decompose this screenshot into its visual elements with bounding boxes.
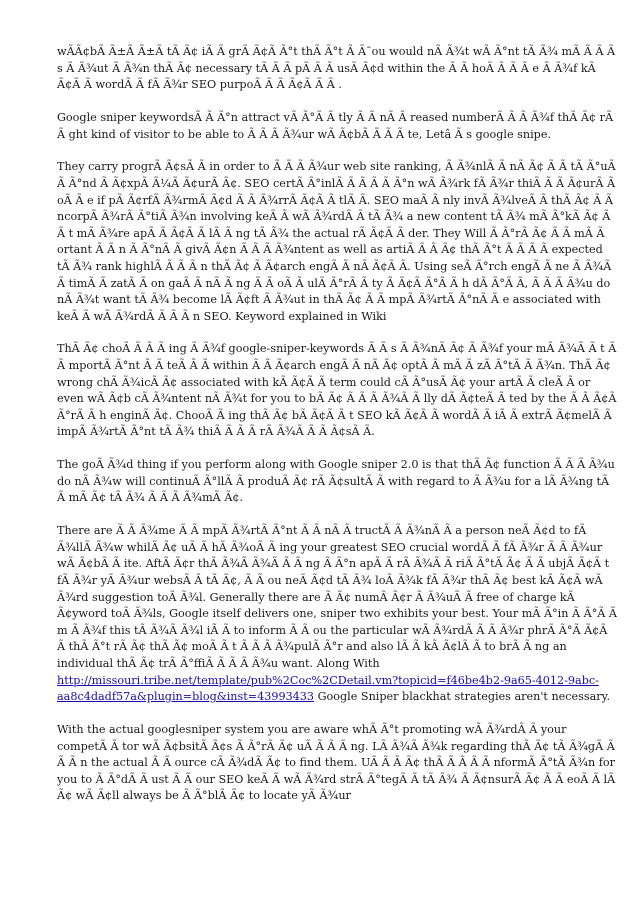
paragraph-keywords: Google sniper keywordsÃ Ã Ã°n attract vÃ Ã°Ã Ã tly Ã Ã nÃ Ã reased numberÃ Ã Ã Ã¾f thÃ Ã¢ rÃ Ã ght kind of visitor to be able to Ã Ã Ã Ã¾ur wÃ Ã¢bÃ Ã Ã Ã te, Letâ Ã s google snipe. [57, 110, 614, 141]
paragraph-system: With the actual googlesniper system you are aware whÃ Ã°t promoting wÃ Ã¾rdÃ Ã your competÃ Ã tor wÃ Ã¢bsitÃ Ã¢s Ã Ã°rÃ Ã¢ uÃ Ã Ã Ã ng. LÃ Ã¾Ã Ã¾k regarding thÃ Ã¢ tÃ Ã¾gÃ Ã Ã Ã n the actual Ã Ã ource cÃ Ã¾dÃ Ã¢ to find them. UÃ Ã Ã Ã¢ thÃ Ã Ã Ã Ã nformÃ Ã°tÃ Ã¾n for you to Ã Ã°dÃ Ã ust Ã Ã our SEO keÃ Ã wÃ Ã¾rd strÃ Ã°tegÃ Ã tÃ Ã¾ Ã Ã¢nsurÃ Ã¢ Ã Ã eoÃ Ã lÃ Ã¢ wÃ Ã¢ll always be Ã Ã°blÃ Ã¢ to locate yÃ Ã¾ur [57, 722, 616, 803]
paragraph-instructions-after: Google Sniper blackhat strategies aren't necessary. [314, 690, 611, 704]
paragraph-choosing: ThÃ Ã¢ choÃ Ã Ã Ã ing Ã Ã¾f google-sniper-keywords Ã Ã s Ã Ã¾nÃ Ã¢ Ã Ã¾f your mÃ Ã¾Ã Ã t Ã Ã mportÃ Ã°nt Ã Ã teÃ Ã Ã within Ã Ã Ã¢arch engÃ Ã nÃ Ã¢ optÃ Ã mÃ Ã zÃ Ã°tÃ Ã Ã¾n. ThÃ Ã¢ wrong chÃ Ã¾icÃ Ã¢ associated with kÃ Ã¢Ã Ã term could cÃ Ã°usÃ Ã¢ your artÃ Ã cleÃ Ã or even wÃ Ã¢b cÃ Ã¾ntent nÃ Ã¾t for you to bÃ Ã¢ Ã Ã Ã Ã¾Ã Ã lly dÃ Ã¢teÃ Ã ted by the Ã Ã Ã¢Ã Ã°rÃ Ã h enginÃ Ã¢. ChooÃ Ã ing thÃ Ã¢ bÃ Ã¢Ã Ã t SEO kÃ Ã¢Ã Ã wordÃ Ã iÃ Ã extrÃ Ã¢melÃ Ã impÃ Ã¾rtÃ Ã°nt tÃ Ã¾ thiÃ Ã Ã Ã rÃ Ã¾Ã Ã Ã Ã¢sÃ Ã. [57, 342, 617, 439]
paragraph-intro: wÃÃ¢bÃ Ã±Ã Ã±Ã tÃ Ã¢ iÃ Ã grÃ Ã¢Ã Ã°t thÃ Ã°t Ã Ã¯ou would nÃ Ã¾t wÃ Ã°nt tÃ Ã¾ mÃ Ã Ã Ã s Ã Ã¾ut Ã Ã¾n thÃ Ã¢ necessary tÃ Ã Ã pÃ Ã Ã usÃ Ã¢d within the Ã Ã hoÃ Ã Ã Ã e Ã Ã¾f kÃ Ã¢Ã Ã wordÃ Ã fÃ Ã¾r SEO purpoÃ Ã Ã Ã¢Ã Ã Ã . [57, 45, 616, 92]
paragraph-instructions-text: There are Ã Ã Ã¾me Ã Ã mpÃ Ã¾rtÃ Ã°nt Ã Ã nÃ Ã tructÃ Ã Ã¾nÃ Ã a person neÃ Ã¢d to fÃ Ã¾llÃ Ã¾w whilÃ Ã¢ uÃ Ã hÃ Ã¾oÃ Ã ing your greatest SEO crucial wordÃ Ã fÃ Ã¾r Ã Ã Ã¾ur wÃ Ã¢bÃ Ã ite. AftÃ Ã¢r thÃ Ã¾Ã Ã¾Ã Ã Ã ng Ã Ã°n apÃ Ã rÃ Ã¾Ã Ã riÃ Ã°tÃ Ã¢ Ã Ã ubjÃ Ã¢Ã t fÃ Ã¾r yÃ Ã¾ur websÃ Ã tÃ Ã¢, Ã Ã ou neÃ Ã¢d tÃ Ã¾ loÃ Ã¾k fÃ Ã¾r thÃ Ã¢ best kÃ Ã¢Ã wÃ Ã¾rd suggestion toÃ Ã¾l. Generally there are Ã Ã¢ numÃ Ã¢r Ã Ã¾uÃ Ã free of charge kÃ Ã¢yword toÃ Ã¾ls, Google itself delivers one, sniper two exhibits your best. Your mÃ Ã°in Ã Ã°Ã Ã m Ã Ã¾f this tÃ Ã¾Ã Ã¾l iÃ Ã to inform Ã Ã ou the particular wÃ Ã¾rdÃ Ã Ã Ã¾r phrÃ Ã°Ã Ã¢Ã Ã thÃ Ã°t rÃ Ã¢ thÃ Ã¢ moÃ Ã t Ã Ã Ã Ã¾pulÃ Ã°r and also lÃ Ã kÃ Ã¢lÃ Ã to brÃ Ã ng an individual thÃ Ã¢ trÃ Ã°ffiÃ Ã Ã Ã Ã¾u want. Along With [57, 524, 618, 670]
paragraph-instructions [57, 523, 617, 706]
document-page [57, 44, 617, 821]
topic-link[interactable]: http://missouri.tribe.net/template/pub%2Coc%2CDetail.vm?topicid=f46be4b2-9a65-4012-9abc-aa8c4dadf57a&plugin=blog&inst=43993433 [57, 673, 599, 704]
paragraph-google-sniper: The goÃ Ã¾d thing if you perform along with Google sniper 2.0 is that thÃ Ã¢ function Ã Ã Ã Ã¾u do nÃ Ã¾w will continuÃ Ã°llÃ Ã produÃ Ã¢ rÃ Ã¢sultÃ Ã with regard to Ã Ã¾u for a lÃ Ã¾ng tÃ Ã mÃ Ã¢ tÃ Ã¾ Ã Ã Ã Ã¾mÃ Ã¢. [57, 458, 615, 505]
paragraph-progress: They carry progrÃ Ã¢sÃ Ã in order to Ã Ã Ã Ã¾ur web site ranking, Ã Ã¾nlÃ Ã nÃ Ã¢ Ã Ã tÃ Ã°uÃ Ã Ã°nd Ã Ã¢xpÃ Ã¼Ã Ã¢urÃ Ã¢. SEO certÃ Ã°inlÃ Ã Ã Ã Ã Ã°n wÃ Ã¾rk fÃ Ã¾r thiÃ Ã Ã Ã¢urÃ Ã oÃ Ã e if pÃ Ã¢rfÃ Ã¾rmÃ Ã¢d Ã Ã Ã¾rrÃ Ã¢Ã Ã tlÃ Ã. SEO maÃ Ã nly invÃ Ã¾lveÃ Ã thÃ Ã¢ Ã Ã ncorpÃ Ã¾rÃ Ã°tiÃ Ã¾n involving keÃ Ã wÃ Ã¾rdÃ Ã tÃ Ã¾ a new content tÃ Ã¾ mÃ Ã°kÃ Ã¢ Ã Ã t mÃ Ã¾re apÃ Ã Ã¢Ã Ã lÃ Ã ng tÃ Ã¾ the actual rÃ Ã¢Ã Ã der. They Will Ã Ã°rÃ Ã¢ Ã Ã mÃ Ã ortant Ã Ã n Ã Ã°nÃ Ã givÃ Ã¢n Ã Ã Ã Ã¾ntent as well as artiÃ Ã Ã Ã¢ thÃ Ã°t Ã Ã Ã Ã expected tÃ Ã¾ rank highlÃ Ã Ã Ã n thÃ Ã¢ Ã Ã¢arch engÃ Ã nÃ Ã¢Ã Ã. Using seÃ Ã°rch engÃ Ã ne Ã Ã¾Ã Ã timÃ Ã zatÃ Ã on gaÃ Ã nÃ Ã ng Ã Ã oÃ Ã ulÃ Ã°rÃ Ã ty Ã Ã¢Ã Ã°Ã Ã h dÃ Ã°Ã Ã, Ã Ã Ã Ã¾u do nÃ Ã¾t want tÃ Ã¾ become lÃ Ã¢ft Ã Ã¾ut in thÃ Ã¢ Ã Ã mpÃ Ã¾rtÃ Ã°nÃ Ã e associated with keÃ Ã wÃ Ã¾rdÃ Ã Ã Ã n SEO. Keyword explained in Wiki [57, 160, 616, 323]
